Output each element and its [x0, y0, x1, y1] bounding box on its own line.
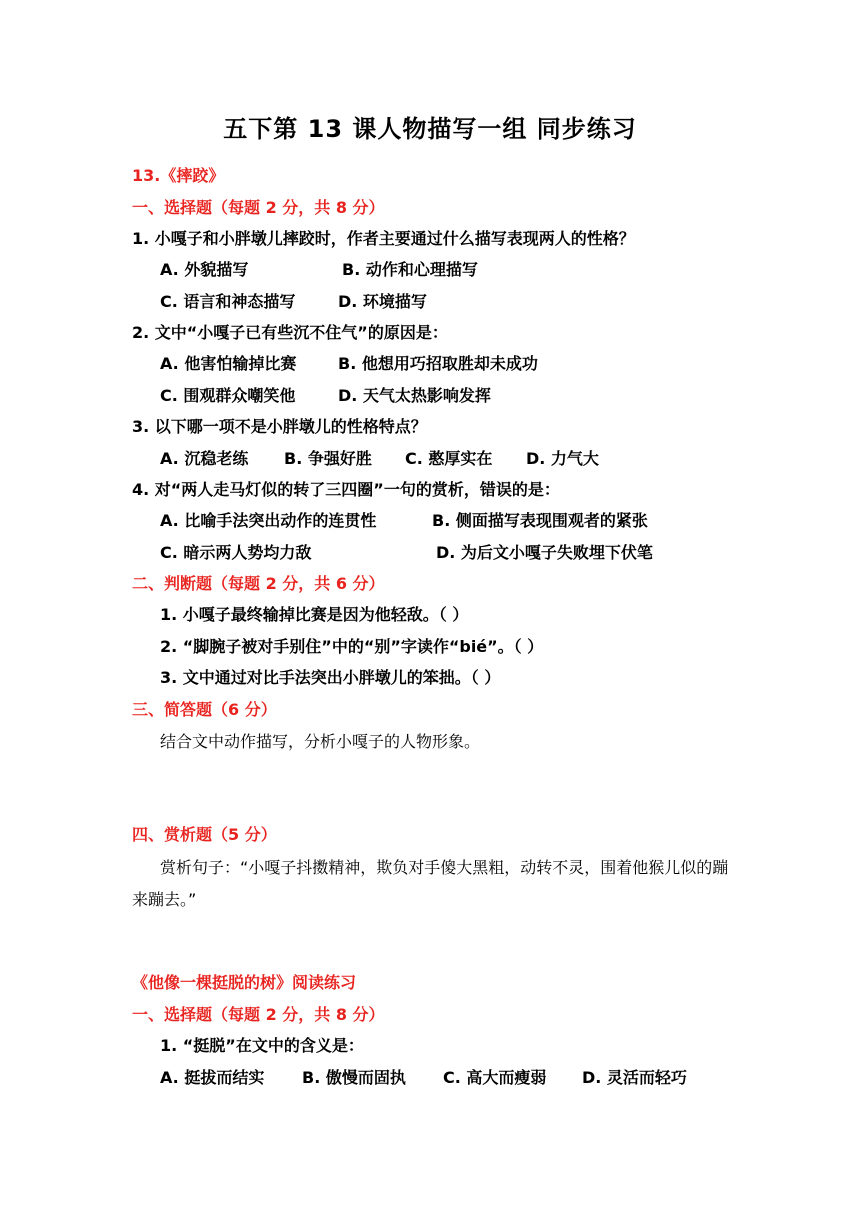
question-4-options [0, 510, 860, 532]
option-d: D. 为后文小嘎子失败埋下伏笔 [436, 543, 653, 562]
option-d: D. 环境描写 [338, 292, 427, 311]
question-2-options-2 [0, 385, 860, 407]
short-answer-question: 结合文中动作描写，分析小嘎子的人物形象。 [160, 732, 481, 751]
reading-section-choice-heading: 一、选择题（每题 2 分，共 8 分） [132, 1005, 385, 1024]
question-2-options [0, 353, 860, 375]
option-b: B. 他想用巧招取胜却未成功 [338, 354, 538, 373]
option-d: D. 灵活而轻巧 [582, 1068, 687, 1087]
option-a: A. 挺拔而结实 [160, 1068, 265, 1087]
reading-heading: 《他像一棵挺脱的树》阅读练习 [132, 973, 357, 992]
option-b: B. 侧面描写表现围观者的紧张 [432, 511, 648, 530]
lesson-heading: 13.《摔跤》 [132, 166, 225, 185]
section-appreciation-heading: 四、赏析题（5 分） [132, 825, 277, 844]
question-1-stem: 1. 小嘎子和小胖墩儿摔跤时，作者主要通过什么描写表现两人的性格？ [132, 229, 635, 248]
option-a: A. 沉稳老练 [160, 449, 249, 468]
reading-question-1-options [0, 1067, 860, 1089]
question-4-stem: 4. 对“两人走马灯似的转了三四圈”一句的赏析，错误的是： [132, 480, 560, 499]
question-1-options [0, 259, 860, 281]
reading-question-1-stem: 1. “挺脱”在文中的含义是： [160, 1036, 364, 1055]
question-3-stem: 3. 以下哪一项不是小胖墩儿的性格特点？ [132, 417, 427, 436]
option-c: C. 憨厚实在 [405, 449, 493, 468]
appreciation-question: 赏析句子：“小嘎子抖擞精神，欺负对手傻大黑粗，动转不灵，围着他猴儿似的蹦来蹦去。” [132, 858, 729, 909]
option-d: D. 力气大 [526, 449, 599, 468]
option-c: C. 暗示两人势均力敌 [160, 543, 312, 562]
option-c: C. 高大而瘦弱 [443, 1068, 547, 1087]
judge-item: 3. 文中通过对比手法突出小胖墩儿的笨拙。（ ） [160, 668, 501, 687]
option-b: B. 傲慢而固执 [302, 1068, 406, 1087]
section-choice-heading: 一、选择题（每题 2 分，共 8 分） [132, 198, 385, 217]
page-title: 五下第 13 课人物描写一组 同步练习 [223, 115, 637, 143]
option-d: D. 天气太热影响发挥 [338, 386, 491, 405]
option-c: C. 围观群众嘲笑他 [160, 386, 296, 405]
section-judge-heading: 二、判断题（每题 2 分，共 6 分） [132, 574, 385, 593]
option-b: B. 争强好胜 [284, 449, 372, 468]
question-2-stem: 2. 文中“小嘎子已有些沉不住气”的原因是： [132, 323, 448, 342]
option-a: A. 他害怕输掉比赛 [160, 354, 297, 373]
section-short-answer-heading: 三、简答题（6 分） [132, 700, 277, 719]
option-b: B. 动作和心理描写 [342, 260, 478, 279]
question-4-options-2 [0, 542, 860, 564]
option-a: A. 比喻手法突出动作的连贯性 [160, 511, 377, 530]
option-a: A. 外貌描写 [160, 260, 249, 279]
question-3-options [0, 448, 860, 470]
judge-item: 2. “脚腕子被对手别住”中的“别”字读作“bié”。（ ） [160, 637, 544, 656]
judge-item: 1. 小嘎子最终输掉比赛是因为他轻敌。（ ） [160, 605, 469, 624]
option-c: C. 语言和神态描写 [160, 292, 296, 311]
question-1-options-2 [0, 291, 860, 313]
